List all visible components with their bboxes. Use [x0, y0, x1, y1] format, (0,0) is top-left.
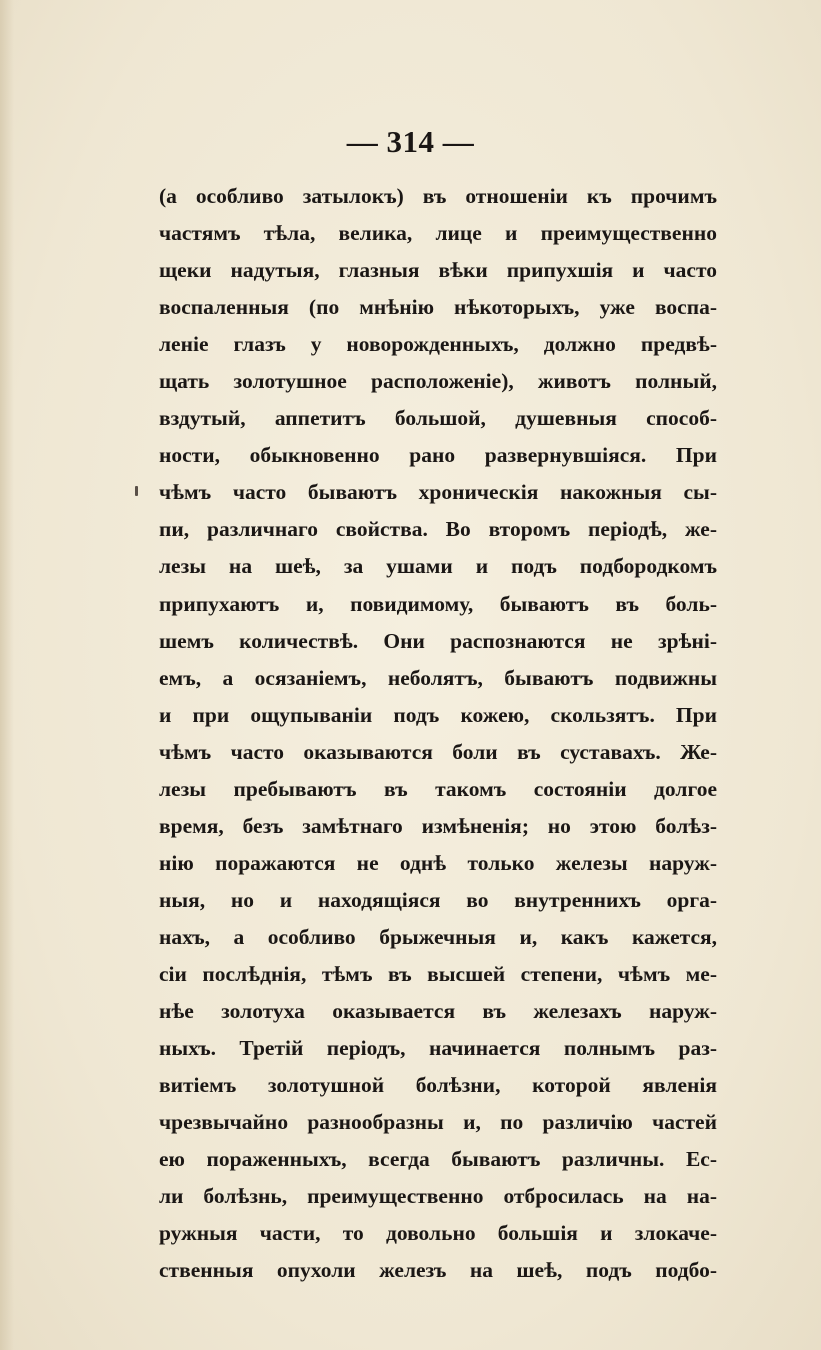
text-line: чѣмъ часто оказываются боли въ суставахъ. Же-	[159, 739, 717, 764]
text-line: лезы пребываютъ въ такомъ состоянiи долгое	[159, 776, 717, 801]
text-line: воспаленныя (по мнѣнiю нѣкоторыхъ, уже воспа-	[159, 295, 717, 320]
text-line: емъ, а осязанiемъ, неболятъ, бываютъ подвижны	[159, 665, 717, 690]
text-line: сiи послѣднiя, тѣмъ въ высшей степени, чѣмъ ме-	[159, 961, 717, 986]
text-line: ности, обыкновенно рано развернувшiяся. При	[159, 443, 717, 468]
text-line: чѣмъ часто бываютъ хроническiя накожныя сы-	[159, 480, 717, 505]
text-line: время, безъ замѣтнаго измѣненiя; но этою болѣз-	[159, 813, 717, 838]
text-line: ли болѣзнь, преимущественно отбросилась на на-	[159, 1184, 717, 1209]
text-line: щеки надутыя, глазныя вѣки припухшiя и часто	[159, 258, 717, 283]
text-line: и при ощупыванiи подъ кожею, скользятъ. При	[159, 702, 717, 727]
text-line: нiю поражаются не однѣ только железы наруж-	[159, 850, 717, 875]
text-line: витiемъ золотушной болѣзни, которой явленiя	[159, 1073, 717, 1098]
page-number: — 314 —	[346, 124, 475, 159]
text-line: щать золотушное расположенiе), животъ полный,	[159, 369, 717, 394]
text-line: лезы на шеѣ, за ушами и подъ подбородкомъ	[159, 554, 717, 579]
text-line: ею пораженныхъ, всегда бываютъ различны. Ес-	[159, 1147, 717, 1172]
text-line: вздутый, аппетитъ большой, душевныя способ-	[159, 406, 717, 431]
text-line: чрезвычайно разнообразны и, по различiю частей	[159, 1110, 717, 1135]
text-line: ныхъ. Третiй перiодъ, начинается полнымъ раз-	[159, 1036, 717, 1061]
page-edge-shadow	[0, 0, 14, 1350]
text-line: ленiе глазъ у новорожденныхъ, должно предвѣ-	[159, 332, 717, 357]
text-line: (а особливо затылокъ) въ отношенiи къ прочимъ	[159, 184, 717, 208]
text-line: нахъ, а особливо брыжечныя и, какъ кажется,	[159, 924, 717, 949]
text-line: нѣе золотуха оказывается въ железахъ наруж-	[159, 999, 717, 1024]
text-line: частямъ тѣла, велика, лице и преимущественно	[159, 221, 717, 246]
text-line: шемъ количествѣ. Они распознаются не зрѣнi-	[159, 628, 717, 653]
text-line: ныя, но и находящiяся во внутреннихъ орга-	[159, 887, 717, 912]
body-text	[159, 178, 717, 1289]
text-line: пи, различнаго свойства. Во второмъ перiодѣ, же-	[159, 517, 717, 542]
margin-speck	[135, 486, 138, 496]
text-line: ственныя опухоли железъ на шеѣ, подъ подбо-	[159, 1258, 717, 1283]
text-line: припухаютъ и, повидимому, бываютъ въ боль-	[159, 591, 717, 616]
text-line: ружныя части, то довольно большiя и злокаче-	[159, 1221, 717, 1246]
